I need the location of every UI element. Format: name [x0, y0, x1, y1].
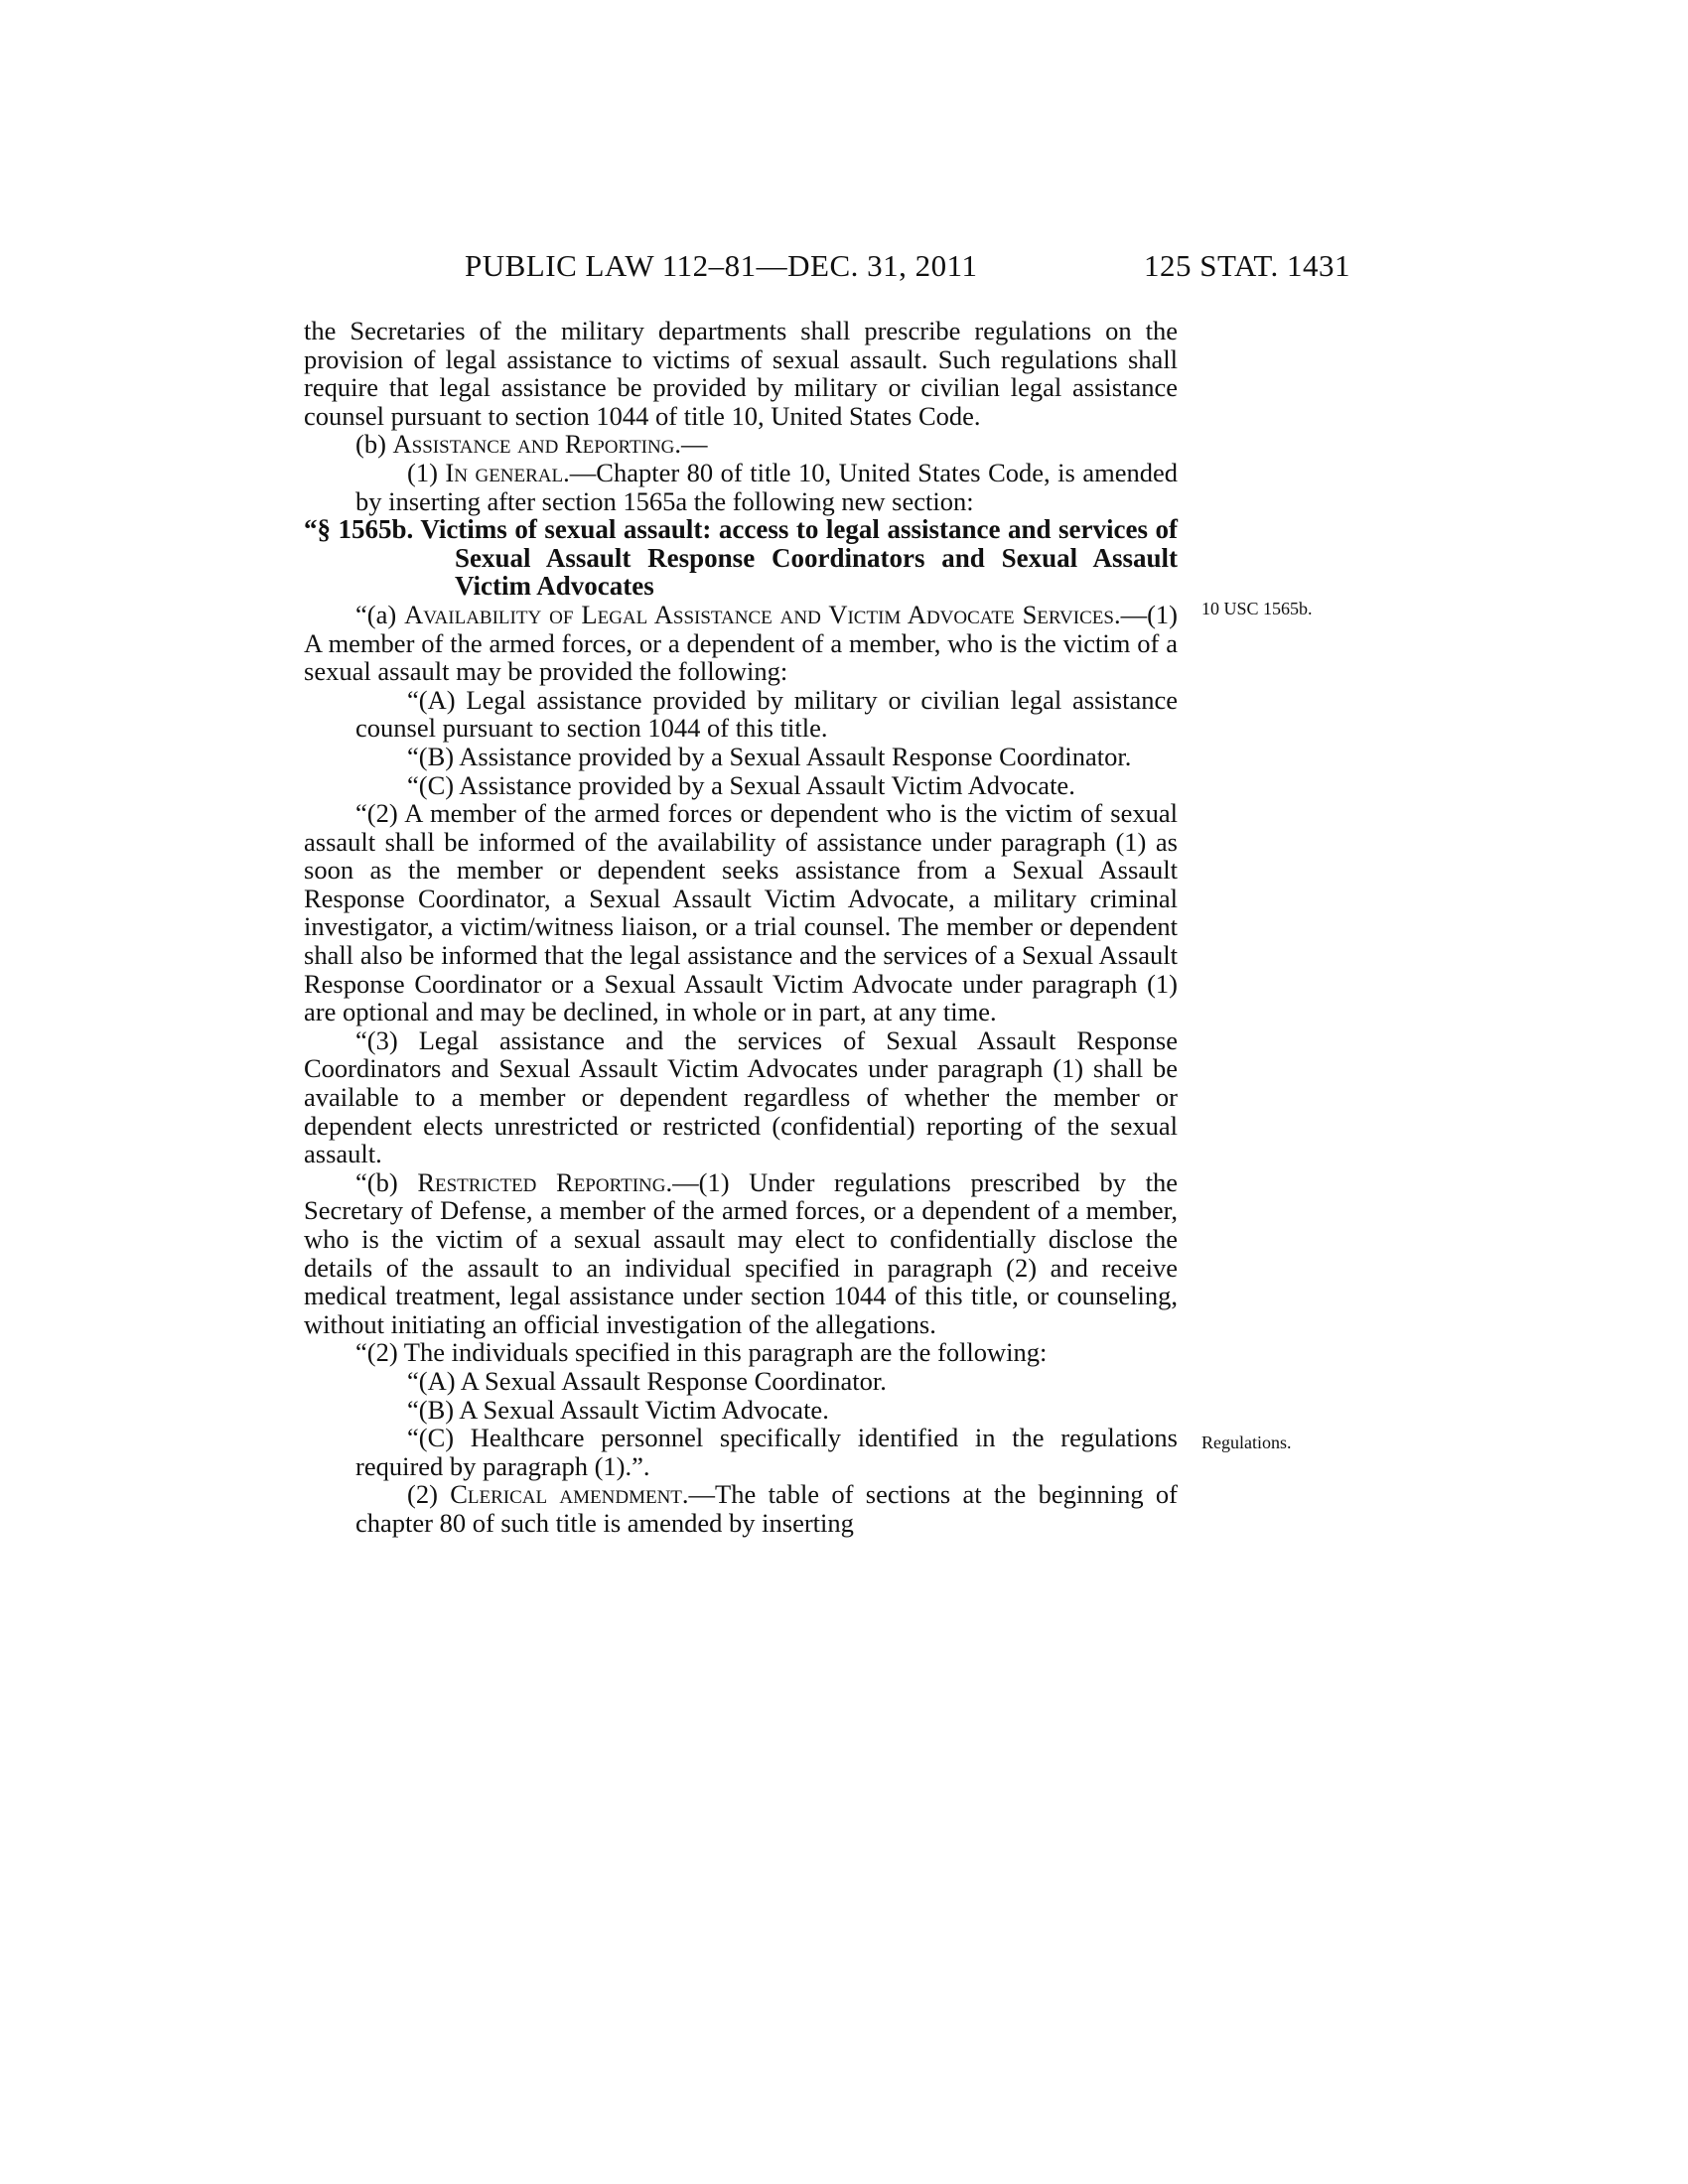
section-heading: “§ 1565b. Victims of sexual assault: access to legal assistance and services of Sexual Assault Response Coordinators and Sexual Assault Victim Advocates — [304, 514, 1178, 602]
subparagraph-a-B: “(B) Assistance provided by a Sexual Assault Response Coordinator. — [407, 741, 1132, 771]
subparagraph-b-B: “(B) A Sexual Assault Victim Advocate. — [407, 1394, 829, 1425]
public-law-header: PUBLIC LAW 112–81—DEC. 31, 2011 — [465, 248, 978, 283]
subparagraph-b-C: “(C) Healthcare personnel specifically identified in the regulations required by paragraph (1).”. — [355, 1423, 1178, 1481]
subparagraph-a-C: “(C) Assistance provided by a Sexual Assault Victim Advocate. — [407, 769, 1075, 800]
margin-note-regulations: Regulations. — [1201, 1433, 1292, 1452]
paragraph-a-3: “(3) Legal assistance and the services of Sexual Assault Response Coordinators and Sexual Assault Victim Advocates under paragraph (1) shall be available to a member or dependent regardless of whether the member or dependent elects unrestricted or restricted (confidential) reporting of the sexual assault. — [304, 1024, 1178, 1169]
paragraph-a-2: “(2) A member of the armed forces or dependent who is the victim of sexual assault shall be informed of the availability of assistance under paragraph (1) as soon as the member or dependent seeks assistance from a Sexual Assault Response Coordinator, a Sexual Assault Victim Advocate, a military criminal investigator, a victim/witness liaison, or a trial counsel. The member or dependent shall also be informed that the legal assistance and the services of a Sexual Assault Response Coordinator or a Sexual Assault Victim Advocate under paragraph (1) are optional and may be declined, in whole or in part, at any time. — [304, 798, 1178, 1027]
paragraph-1-in-general: (1) In general.—Chapter 80 of title 10, United States Code, is amended by inserting after section 1565a the following new section: — [355, 457, 1179, 516]
document-body — [304, 317, 1178, 1538]
clerical-amendment: (2) Clerical amendment.—The table of sections at the beginning of chapter 80 of such title is amended by inserting — [355, 1479, 1178, 1538]
subparagraph-b-A: “(A) A Sexual Assault Response Coordinator. — [407, 1365, 887, 1396]
intro-paragraph: the Secretaries of the military departments shall prescribe regulations on the provision of legal assistance to victims of sexual assault. Such regulations shall require that legal assistance be provided by military or civilian legal assistance counsel pursuant to section 1044 of title 10, United States Code. — [304, 316, 1178, 431]
subsection-a: “(a) Availability of Legal Assistance and Victim Advocate Services.—(1) A member of the armed forces, or a dependent of a member, who is the victim of a sexual assault may be provided the following: — [304, 599, 1178, 687]
paragraph-b-2: “(2) The individuals specified in this paragraph are the following: — [355, 1337, 1048, 1368]
subparagraph-a-A: “(A) Legal assistance provided by military or civilian legal assistance counsel pursuant to section 1044 of this title. — [355, 684, 1178, 744]
subsection-b-heading: (b) Assistance and Reporting.— — [355, 429, 708, 460]
subsection-b-restricted: “(b) Restricted Reporting.—(1) Under regulations prescribed by the Secretary of Defense, a member of the armed forces, or a dependent of a member, who is the victim of a sexual assault may elect to confidentially disclose the details of the assault to an individual specified in paragraph (2) and receive medical treatment, legal assistance under section 1044 of this title, or counseling, without initiating an official investigation of the allegations. — [304, 1166, 1178, 1339]
margin-note-usc: 10 USC 1565b. — [1201, 599, 1313, 618]
statute-page-number: 125 STAT. 1431 — [1144, 248, 1351, 283]
